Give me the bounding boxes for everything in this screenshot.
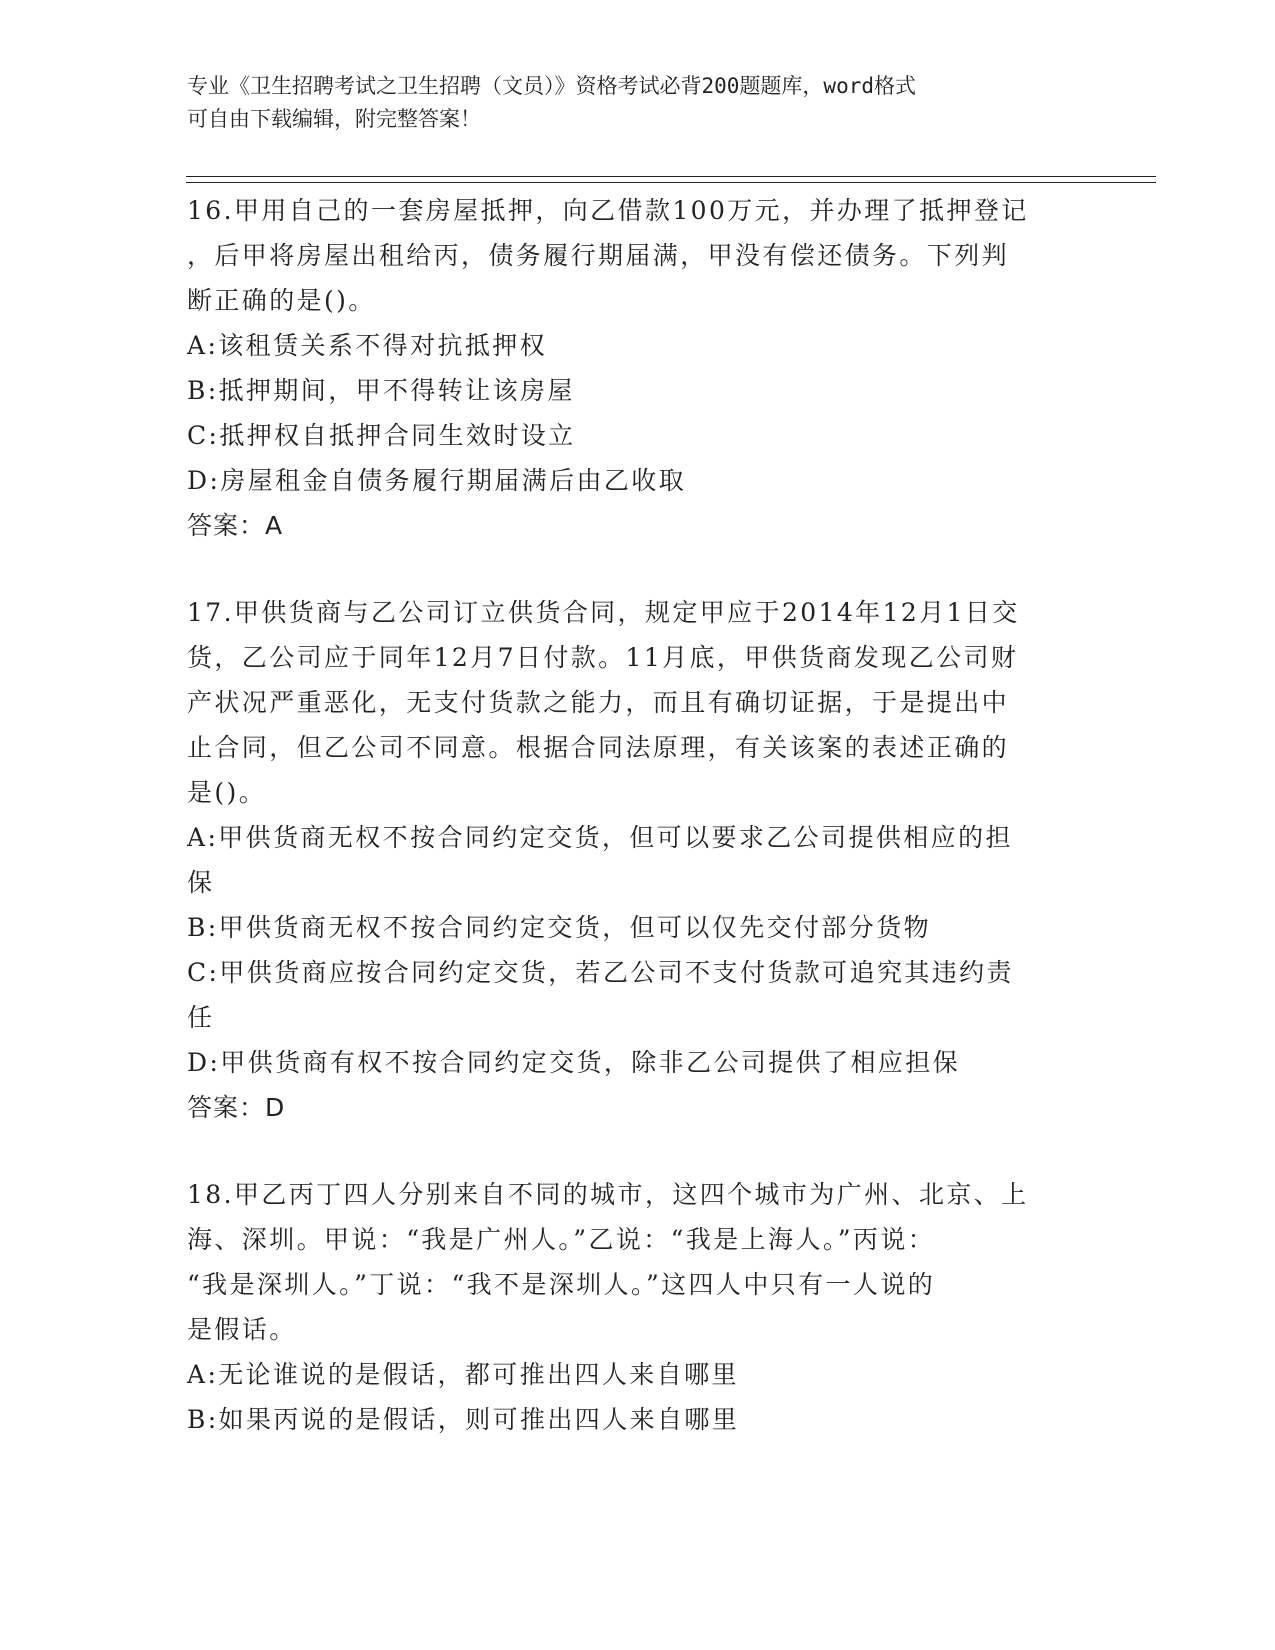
option-d: D:房屋租金自债务履行期届满后由乙收取	[187, 466, 687, 495]
option-a: A:无论谁说的是假话，都可推出四人来自哪里	[187, 1360, 739, 1389]
question-text-line: 16.甲用自己的一套房屋抵押，向乙借款100万元，并办理了抵押登记	[187, 196, 1029, 225]
option-d: D:甲供货商有权不按合同约定交货，除非乙公司提供了相应担保	[187, 1048, 961, 1077]
option-a: A:该租赁关系不得对抗抵押权	[187, 331, 548, 360]
option-c: C:甲供货商应按合同约定交货，若乙公司不支付货款可追究其违约责	[187, 958, 1014, 987]
question-text-line: 17.甲供货商与乙公司订立供货合同，规定甲应于2014年12月1日交	[187, 598, 1020, 627]
question-17	[187, 590, 1087, 1130]
option-c: C:抵押权自抵押合同生效时设立	[187, 421, 576, 450]
question-text-line: 货，乙公司应于同年12月7日付款。11月底，甲供货商发现乙公司财	[187, 643, 1019, 672]
question-16	[187, 188, 1087, 548]
answer-label: 答案：A	[187, 511, 284, 540]
question-text-line: 产状况严重恶化，无支付货款之能力，而且有确切证据，于是提出中	[187, 688, 1010, 717]
option-b: B:甲供货商无权不按合同约定交货，但可以仅先交付部分货物	[187, 913, 931, 942]
question-text-line: 是假话。	[187, 1315, 297, 1344]
question-text-line: 止合同，但乙公司不同意。根据合同法原理，有关该案的表述正确的	[187, 733, 1010, 762]
question-text-line: 18.甲乙丙丁四人分别来自不同的城市，这四个城市为广州、北京、上	[187, 1180, 1029, 1209]
header-line-1: 专业《卫生招聘考试之卫生招聘（文员）》资格考试必背200题题库，word格式	[187, 74, 916, 98]
header-divider-top	[186, 176, 1156, 177]
question-text-line: 是()。	[187, 778, 267, 807]
question-text-line: 海、深圳。甲说：“我是广州人。”乙说：“我是上海人。”丙说：	[187, 1225, 936, 1254]
header-line-2: 可自由下载编辑，附完整答案！	[187, 107, 481, 131]
question-18	[187, 1172, 1087, 1442]
document-header	[187, 70, 1067, 136]
header-divider-bottom	[186, 182, 1156, 183]
option-c-continued: 任	[187, 1003, 215, 1032]
question-list	[187, 188, 1087, 1484]
question-text-line: 断正确的是()。	[187, 286, 376, 315]
answer-label: 答案：D	[187, 1093, 286, 1122]
question-text-line: “我是深圳人。”丁说：“我不是深圳人。”这四人中只有一人说的	[187, 1270, 936, 1299]
option-b: B:如果丙说的是假话，则可推出四人来自哪里	[187, 1405, 740, 1434]
option-b: B:抵押期间，甲不得转让该房屋	[187, 376, 575, 405]
option-a-continued: 保	[187, 868, 215, 897]
question-text-line: ，后甲将房屋出租给丙，债务履行期届满，甲没有偿还债务。下列判	[187, 241, 1010, 270]
option-a: A:甲供货商无权不按合同约定交货，但可以要求乙公司提供相应的担	[187, 823, 1013, 852]
